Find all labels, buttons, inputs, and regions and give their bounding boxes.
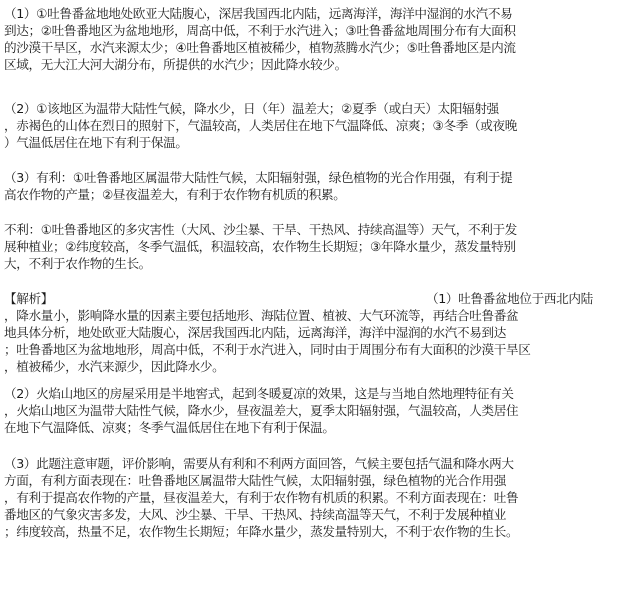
text-line: 高农作物的产量；②昼夜温差大，有利于农作物有机质的积累。 bbox=[4, 187, 346, 202]
text-line: 地具体分析，地处欧亚大陆腹心，深居我国西北内陆，远离海洋，海洋中湿润的水汽不易到达 bbox=[4, 325, 506, 340]
text-line: （3）此题注意审题，评价影响，需要从有利和不利两方面回答，气候主要包括气温和降水两大 bbox=[4, 456, 514, 471]
text-line: 展种植业；②纬度较高，冬季气温低，积温较高，农作物生长期短；③年降水量少，蒸发量特别 bbox=[4, 239, 516, 254]
text-line: ，植被稀少，水汽来源少，因此降水少。 bbox=[4, 359, 225, 374]
text-line: ；纬度较高，热量不足，农作物生长期短；年降水量少，蒸发量特别大，不利于农作物的生长。 bbox=[4, 524, 519, 539]
text-line: ，赤褐色的山体在烈日的照射下，气温较高，人类居住在地下气温降低、凉爽；③冬季（或夜晚 bbox=[4, 118, 517, 133]
text-line: 到达；②吐鲁番地区为盆地地形，周高中低，不利于水汽进入；③吐鲁番盆地周围分布有大面积 bbox=[4, 23, 516, 38]
text-line: （2）火焰山地区的房屋采用是半地窖式，起到冬暖夏凉的效果，这是与当地自然地理特征有关 bbox=[4, 386, 514, 401]
text-line: 大，不利于农作物的生长。 bbox=[4, 256, 151, 271]
text-line: （1）吐鲁番盆地位于西北内陆 bbox=[426, 291, 593, 306]
text-line: 方面，有利方面表现在：吐鲁番地区属温带大陆性气候，太阳辐射强，绿色植物的光合作用强 bbox=[4, 473, 506, 488]
text-line: 的沙漠干旱区，水汽来源太少；④吐鲁番地区植被稀少，植物蒸腾水汽少；⑤吐鲁番地区是内流 bbox=[4, 40, 516, 55]
text-line: （2）①该地区为温带大陆性气候，降水少，日（年）温差大；②夏季（或白天）太阳辐射强 bbox=[4, 101, 499, 116]
text-line: ，火焰山地区为温带大陆性气候，降水少，昼夜温差大，夏季太阳辐射强，气温较高，人类居住 bbox=[4, 403, 519, 418]
text-line: 番地区的气象灾害多发，大风、沙尘暴、干旱、干热风、持续高温等天气，不利于发展种植业 bbox=[4, 507, 506, 522]
text-line: 不利：①吐鲁番地区的多灾害性（大风、沙尘暴、干旱、干热风、持续高温等）天气，不利于发 bbox=[4, 222, 517, 237]
text-line: ，降水量小，影响降水量的因素主要包括地形、海陆位置、植被、大气环流等，再结合吐鲁番盆 bbox=[4, 308, 519, 323]
text-line: （1）①吐鲁番盆地地处欧亚大陆腹心，深居我国西北内陆，远离海洋，海洋中湿润的水汽不易 bbox=[4, 6, 513, 21]
text-line: 区域，无大江大河大湖分布，所提供的水汽少；因此降水较少。 bbox=[4, 57, 347, 72]
text-line: ，有利于提高农作物的产量，昼夜温差大，有利于农作物有机质的积累。不利方面表现在：吐鲁 bbox=[4, 490, 519, 505]
text-line: （3）有利：①吐鲁番地区属温带大陆性气候，太阳辐射强，绿色植物的光合作用强，有利于提 bbox=[4, 170, 513, 185]
analysis-label: 【解析】 bbox=[4, 291, 53, 306]
text-line: ）气温低居住在地下有利于保温。 bbox=[4, 135, 188, 150]
text-line: ；吐鲁番地区为盆地地形，周高中低，不利于水汽进入，同时由于周围分布有大面积的沙漠干旱区 bbox=[4, 342, 531, 357]
text-line: 在地下气温降低、凉爽；冬季气温低居住在地下有利于保温。 bbox=[4, 420, 335, 435]
